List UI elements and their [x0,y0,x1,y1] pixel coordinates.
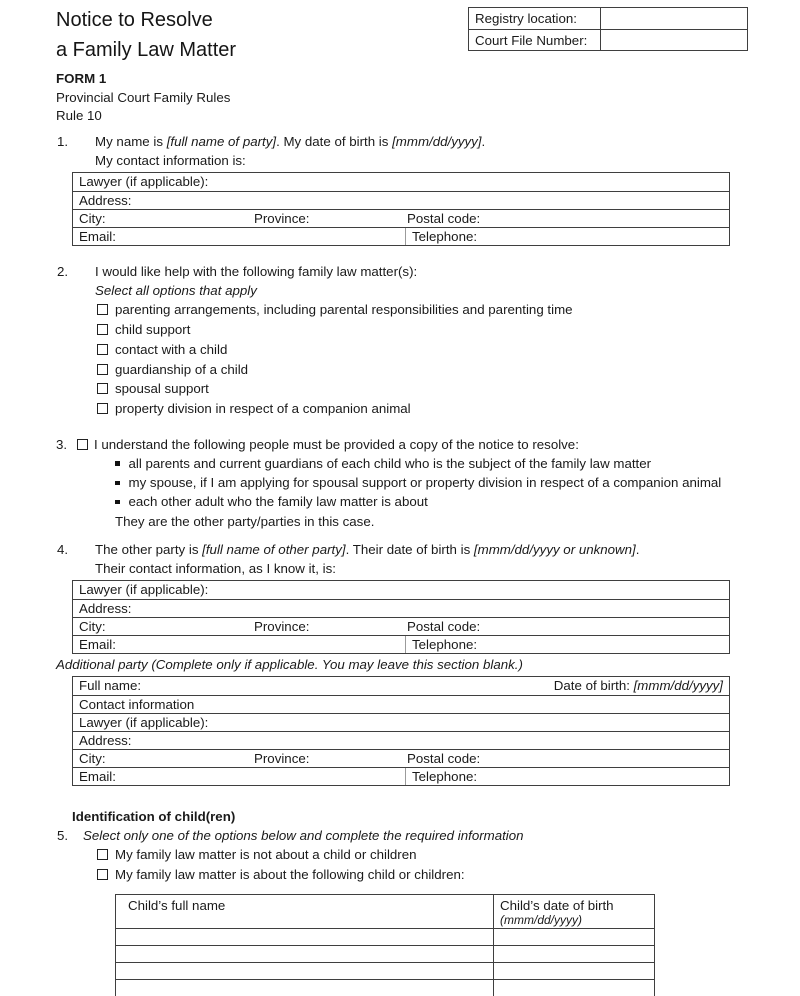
child-dob-field[interactable] [494,963,654,979]
item-4 [56,540,770,654]
item-1-text-mid: . My date of birth is [276,133,393,149]
option-label: guardianship of a child [115,361,249,377]
dob-label-text: Date of birth: [553,678,634,694]
item-3-line [56,435,770,454]
table-row [73,695,729,713]
table-row [73,749,729,767]
address-label[interactable]: Address: [79,601,132,617]
telephone-label[interactable]: Telephone: [412,637,478,653]
option-spousal-support [97,379,770,399]
province-label[interactable]: Province: [254,751,310,767]
form-rules-label: Provincial Court Family Rules [56,89,231,105]
item-4-text: The other party is [95,542,203,558]
child-name-field[interactable] [116,946,494,962]
children-table [115,894,655,996]
table-row [73,227,729,245]
option-contact-with-child [97,339,770,359]
contact-information-label: Contact information [79,697,195,713]
child-dob-format-hint: (mmm/dd/yyyy) [500,912,582,927]
other-party-name-placeholder: [full name of other party] [202,542,346,558]
identification-of-children-heading: Identification of child(ren) [72,809,236,825]
option-label: My family law matter is about the following child or children: [115,867,465,883]
table-row [73,635,729,653]
option-label: property division in respect of a companion animal [115,401,411,417]
item-5-line [56,826,800,845]
checkbox-child-support[interactable] [97,324,108,335]
item-5-instruction: Select only one of the options below and complete the required information [83,828,524,844]
child-table-row [116,962,654,979]
form-number-label: FORM 1 [56,71,107,86]
email-label[interactable]: Email: [73,636,406,653]
table-row [73,191,729,209]
full-name-label[interactable]: Full name: [79,678,142,694]
court-file-number-label: Court File Number: [469,30,601,50]
bullet-text: all parents and current guardians of each child who is the subject of the family law matter [128,455,652,471]
item-1 [56,132,770,246]
checkbox-property-division[interactable] [97,403,108,414]
option-about-children [97,865,800,885]
item-3-number: 3. [56,436,68,452]
children-table-header [116,895,654,929]
table-row [73,713,729,731]
title-block [56,5,236,126]
item-1-text-end: . [481,133,486,149]
additional-dob-placeholder: [mmm/dd/yyyy] [633,678,723,694]
party-contact-table [72,172,730,246]
registry-table [468,7,748,51]
item-3-text: I understand the following people must be provided a copy of the notice to resolve: [94,436,579,452]
checkbox-understand-notice[interactable] [77,439,88,450]
option-child-support [97,320,770,340]
child-dob-field[interactable] [494,980,654,996]
square-bullet-icon [115,500,120,505]
additional-party-table [72,676,730,786]
square-bullet-icon [115,481,120,486]
other-party-dob-placeholder: [mmm/dd/yyyy or unknown] [473,542,636,558]
registry-location-row [469,8,747,29]
bullet-text: each other adult who the family law matter is about [128,494,428,510]
lawyer-label[interactable]: Lawyer (if applicable): [79,715,209,731]
checkbox-not-about-child[interactable] [97,849,108,860]
checkbox-about-children[interactable] [97,869,108,880]
child-name-field[interactable] [116,929,494,946]
option-property-division [97,399,770,419]
item-2-instruction: Select all options that apply [95,282,257,298]
table-row [73,581,729,599]
table-row [73,209,729,227]
child-table-row [116,945,654,962]
item-4-line [56,540,770,559]
item-1-text: My name is [95,133,167,149]
bullet-item [115,454,770,473]
city-label[interactable]: City: [79,619,106,635]
postal-code-label[interactable]: Postal code: [407,751,481,767]
party-name-placeholder: [full name of party] [166,133,277,149]
option-parenting-arrangements [97,300,770,320]
square-bullet-icon [115,461,120,466]
telephone-label[interactable]: Telephone: [412,769,478,785]
item-3-closing: They are the other party/parties in this case. [115,513,375,529]
item-2-number: 2. [57,263,69,279]
item-4-contact-intro: Their contact information, as I know it, is: [95,561,336,577]
checkbox-spousal-support[interactable] [97,383,108,394]
child-dob-field[interactable] [494,946,654,962]
option-label: My family law matter is not about a child or children [115,847,417,863]
party-dob-placeholder: [mmm/dd/yyyy] [392,133,482,149]
child-full-name-header: Child’s full name [116,895,494,928]
other-party-contact-table [72,580,730,654]
page-title-line1: Notice to Resolve [56,9,213,31]
item-2-line [56,262,770,281]
item-3 [56,435,770,531]
province-label[interactable]: Province: [254,210,310,226]
checkbox-contact-with-child[interactable] [97,344,108,355]
bullet-text: my spouse, if I am applying for spousal support or property division in respect of a companion animal [128,475,722,491]
lawyer-label[interactable]: Lawyer (if applicable): [79,582,209,598]
item-2 [56,262,770,419]
table-row [73,599,729,617]
table-row [73,617,729,635]
item-5-number: 5. [57,828,69,844]
child-table-row [116,979,654,996]
item-2-text: I would like help with the following family law matter(s): [95,263,418,279]
court-file-number-field[interactable] [601,30,747,50]
email-label[interactable]: Email: [73,768,406,785]
option-guardianship [97,359,770,379]
table-row [73,767,729,785]
email-label[interactable]: Email: [73,228,406,245]
city-label[interactable]: City: [79,210,106,226]
option-label: child support [115,321,191,337]
child-dob-header-text: Child’s date of birth [500,897,614,913]
registry-location-label: Registry location: [469,8,601,29]
item-1-contact-intro: My contact information is: [95,152,246,168]
postal-code-label[interactable]: Postal code: [407,619,481,635]
child-name-field[interactable] [116,963,494,979]
province-label[interactable]: Province: [254,619,310,635]
child-dob-header [494,895,654,928]
registry-location-field[interactable] [601,8,747,29]
dob-label[interactable] [554,677,723,695]
table-row [73,677,729,695]
item-4-text-mid: . Their date of birth is [345,542,474,558]
checkbox-guardianship[interactable] [97,364,108,375]
item-1-number: 1. [57,133,69,149]
option-label: spousal support [115,381,209,397]
table-row [73,731,729,749]
child-name-field[interactable] [116,980,494,996]
postal-code-label[interactable]: Postal code: [407,210,481,226]
page-title-line2: a Family Law Matter [56,39,237,61]
header [0,0,800,126]
address-label[interactable]: Address: [79,733,132,749]
additional-party-heading: Additional party (Complete only if applicable. You may leave this section blank.) [56,657,523,673]
telephone-label[interactable]: Telephone: [412,228,478,244]
checkbox-parenting-arrangements[interactable] [97,304,108,315]
city-label[interactable]: City: [79,751,106,767]
option-not-about-child [97,845,800,865]
option-label: parenting arrangements, including parental responsibilities and parenting time [115,302,573,318]
bullet-item [115,473,770,492]
form-rule-number: Rule 10 [56,108,102,124]
court-file-number-row [469,29,747,50]
option-label: contact with a child [115,341,228,357]
address-label[interactable]: Address: [79,192,132,208]
child-dob-field[interactable] [494,929,654,946]
item-1-line [56,132,770,151]
bullet-item [115,492,770,511]
lawyer-label[interactable]: Lawyer (if applicable): [79,173,209,189]
child-table-row [116,929,654,946]
item-4-text-end: . [635,542,640,558]
table-row [73,173,729,191]
item-4-number: 4. [57,542,69,558]
